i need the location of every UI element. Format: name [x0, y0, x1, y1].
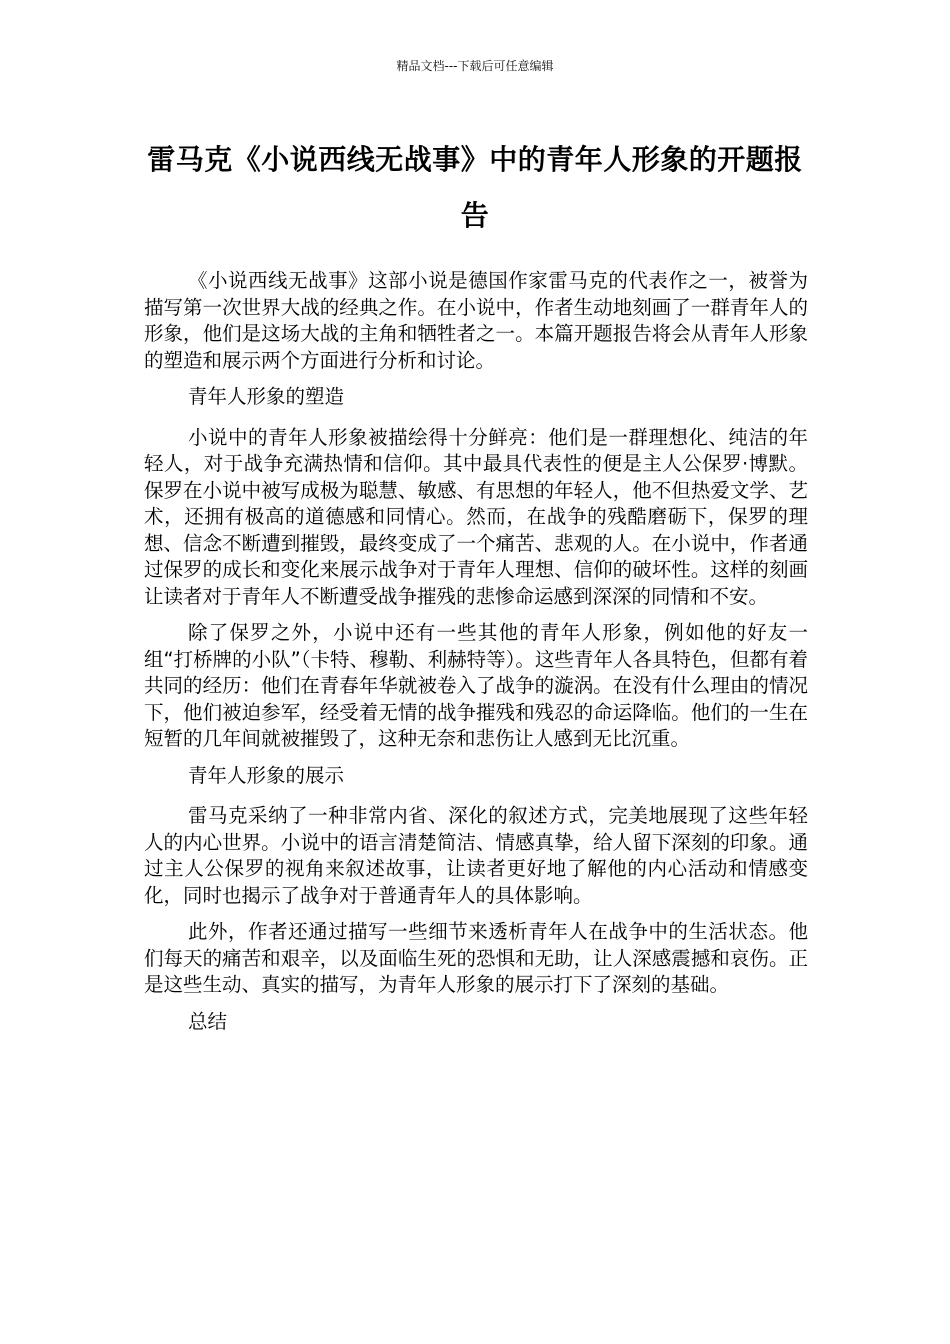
- document-title: 雷马克《小说西线无战事》中的青年人形象的开题报告: [147, 143, 803, 232]
- paragraph-narration: 雷马克采纳了一种非常内省、深化的叙述方式，完美地展现了这些年轻人的内心世界。小说中的语言清楚简洁、情感真挚，给人留下深刻的印象。通过主人公保罗的视角来叙述故事，让读者更好地了解他的内心活动和情感变化，同时也揭示了战争对于普通青年人的具体影响。: [144, 804, 808, 907]
- document-body: [144, 268, 808, 1049]
- section-heading-presentation: 青年人形象的展示: [188, 763, 345, 787]
- paragraph-other-youths: 除了保罗之外，小说中还有一些其他的青年人形象，例如他的好友一组“打桥牌的小队”（卡特、穆勒、利赫特等）。这些青年人各具特色，但都有着共同的经历：他们在青春年华就被卷入了战争的漩涡。在没有什么理由的情况下，他们被迫参军，经受着无情的战争摧残和残忍的命运降临。他们的一生在短暂的几年间就被摧毁了，这种无奈和悲伤让人感到无比沉重。: [144, 621, 808, 750]
- paragraph-intro: 《小说西线无战事》这部小说是德国作家雷马克的代表作之一，被誉为描写第一次世界大战的经典之作。在小说中，作者生动地刻画了一群青年人的形象，他们是这场大战的主角和牺牲者之一。本篇开题报告将会从青年人形象的塑造和展示两个方面进行分析和讨论。: [144, 269, 808, 372]
- paragraph-details: 此外，作者还通过描写一些细节来透析青年人在战争中的生活状态。他们每天的痛苦和艰辛，以及面临生死的恐惧和无助，让人深感震撼和哀伤。正是这些生动、真实的描写，为青年人形象的展示打下了深刻的基础。: [144, 920, 808, 996]
- paragraph-paul: 小说中的青年人形象被描绘得十分鲜亮：他们是一群理想化、纯洁的年轻人，对于战争充满热情和信仰。其中最具代表性的便是主人公保罗·博默。保罗在小说中被写成极为聪慧、敏感、有思想的年轻人，他不但热爱文学、艺术，还拥有极高的道德感和同情心。然而，在战争的残酷磨砺下，保罗的理想、信念不断遭到摧毁，最终变成了一个痛苦、悲观的人。在小说中，作者通过保罗的成长和变化来展示战争对于青年人理想、信仰的破坏性。这样的刻画让读者对于青年人不断遭受战争摧残的悲惨命运感到深深的同情和不安。: [144, 425, 808, 608]
- section-heading-summary: 总结: [188, 1009, 228, 1033]
- page-header: 精品文档---下载后可任意编辑: [396, 59, 554, 73]
- section-heading-shaping: 青年人形象的塑造: [188, 385, 345, 408]
